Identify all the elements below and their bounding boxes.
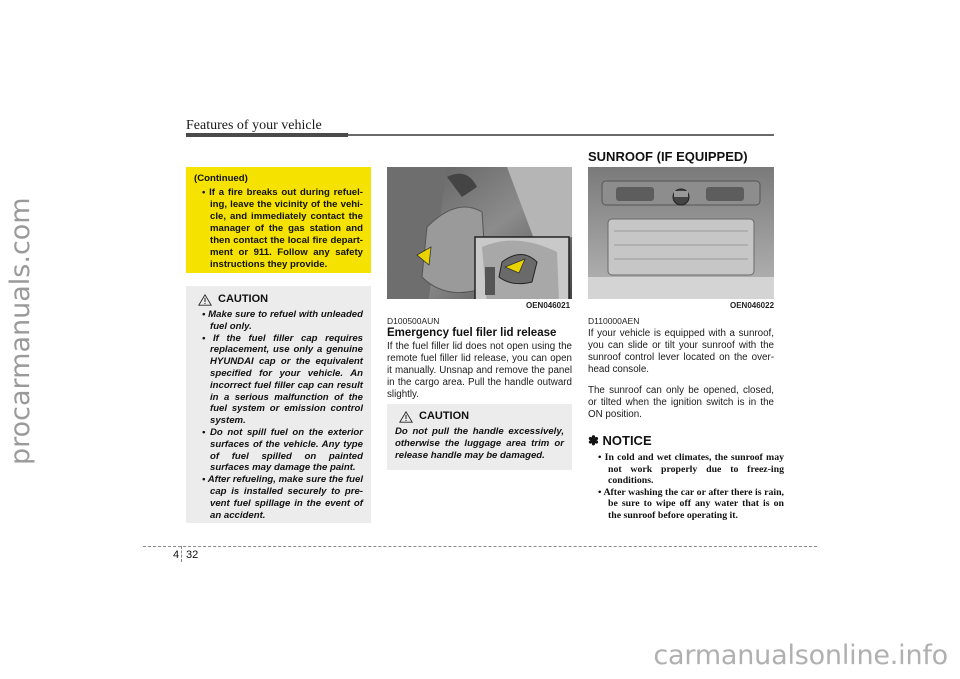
caution-fuel-box	[186, 286, 371, 523]
caution-title: CAUTION	[218, 293, 269, 306]
photo-code: OEN046021	[526, 301, 571, 310]
section-code: D110000AEN	[588, 316, 640, 326]
caution-fuel-list	[194, 309, 363, 521]
page-number: 32	[186, 549, 199, 561]
page-header-title: Features of your vehicle	[186, 118, 322, 133]
caution-heading	[395, 411, 564, 423]
cargo-panel-illustration	[387, 167, 572, 312]
caution-handle-box	[387, 404, 572, 470]
list-item: • Do not spill fuel on the exterior surfaces of the vehicle. Any type of fuel spilled on painted surfaces may damage the paint.	[202, 426, 363, 474]
section-heading: Emergency fuel filer lid release	[387, 327, 557, 339]
caution-title: CAUTION	[419, 410, 470, 423]
header-rule	[348, 134, 774, 136]
overhead-console-photo	[588, 167, 774, 312]
continued-list	[194, 187, 363, 271]
footer-divider	[181, 546, 182, 562]
warning-triangle-icon	[399, 411, 413, 423]
overhead-console-illustration	[588, 167, 774, 312]
caution-text: Do not pull the handle excessively, otherwise the luggage area trim or release handle may be damaged.	[395, 426, 564, 461]
sunroof-section-title: SUNROOF (IF EQUIPPED)	[588, 149, 748, 164]
list-item: • Make sure to refuel with unleaded fuel only.	[202, 309, 363, 332]
continued-label: (Continued)	[194, 173, 248, 184]
cargo-panel-photo	[387, 167, 572, 312]
notice-title: ✽ NOTICE	[588, 433, 652, 448]
list-item: • After washing the car or after there is rain, be sure to wipe off any water that is on the sunroof before operating it.	[598, 486, 784, 521]
watermark-left: procarmanuals.com	[5, 197, 36, 465]
list-item: • In cold and wet climates, the sunroof may not work properly due to freez-ing conditions.	[598, 452, 784, 486]
warning-triangle-icon	[198, 294, 212, 306]
watermark-bottom: carmanualsonline.info	[653, 640, 948, 671]
sunroof-paragraph-2: The sunroof can only be opened, closed, or tilted when the ignition switch is in the ON position.	[588, 385, 774, 420]
sunroof-paragraph-1: If your vehicle is equipped with a sunroof, you can slide or tilt your sunroof with the sunroof control lever located on the over-head console.	[588, 328, 774, 375]
list-item: • If the fuel filler cap requires replacement, use only a genuine HYUNDAI cap or the equivalent specified for your vehicle. An incorrect fuel filler cap can result in a serious malfunction of the fuel system or emission control system.	[202, 332, 363, 427]
photo-code: OEN046022	[730, 301, 775, 310]
chapter-number: 4	[173, 549, 180, 561]
section-code: D100500AUN	[387, 316, 440, 326]
list-item: • If a fire breaks out during refuel-ing, leave the vicinity of the vehi-cle, and immediately contact the manager of the gas station and then contact the local fire depart-ment or 911. Follow any safety instructions they provide.	[202, 187, 363, 270]
list-item: • After refueling, make sure the fuel cap is installed securely to pre-vent fuel spillage in the event of an accident.	[202, 474, 363, 521]
section-body: If the fuel filler lid does not open using the remote fuel filler lid release, you can open it manually. Unsnap and remove the panel in the cargo area. Pull the handle outward slightly.	[387, 341, 572, 400]
footer-rule	[143, 546, 817, 547]
notice-list	[588, 452, 784, 521]
continued-warning-box	[186, 167, 371, 273]
header-bar	[186, 133, 348, 137]
caution-heading	[194, 294, 363, 306]
